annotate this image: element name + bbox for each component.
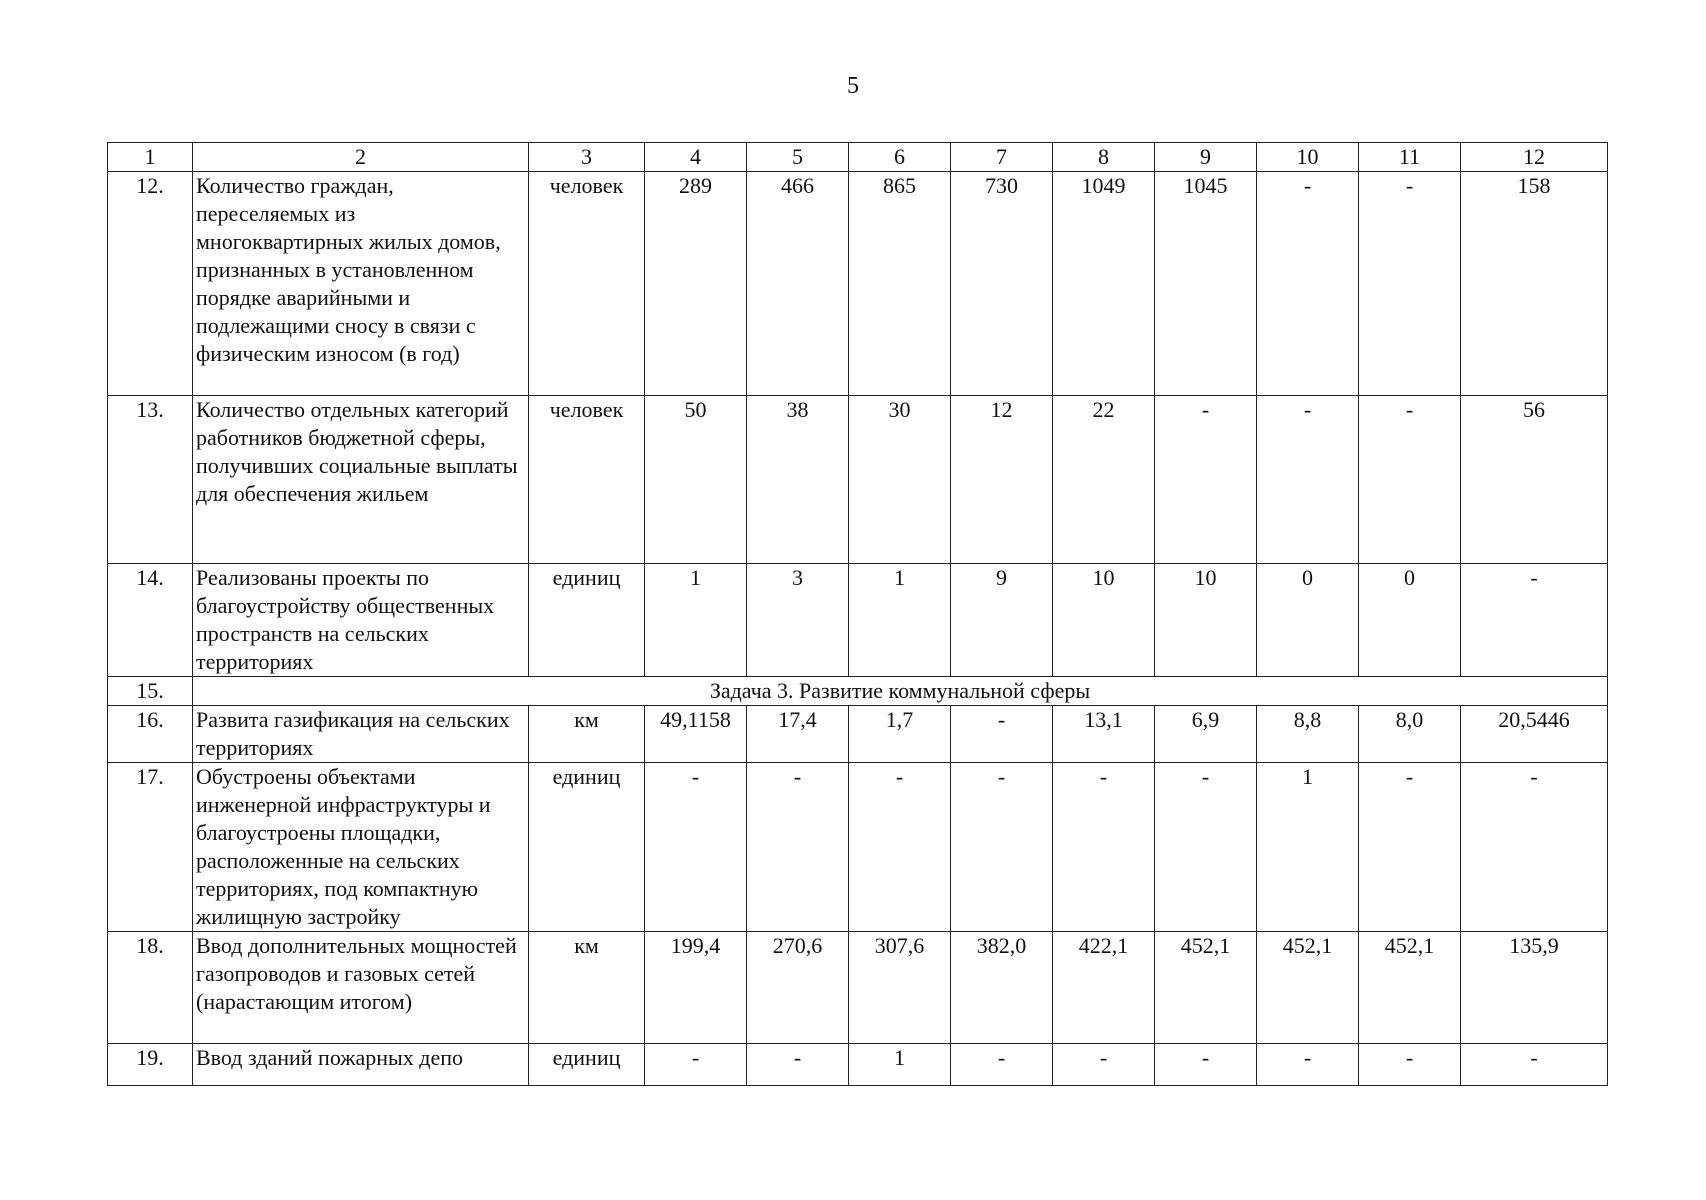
indicator-name-cell: Обустроены объектами инженерной инфраструктуры и благоустроены площадки, расположенные на сельских территориях, под компактную жилищную застройку xyxy=(193,763,529,932)
unit-cell: человек xyxy=(529,396,645,564)
value-cell: 22 xyxy=(1053,396,1155,564)
value-cell: 12 xyxy=(951,396,1053,564)
value-cell: 50 xyxy=(645,396,747,564)
value-cell: 1 xyxy=(1257,763,1359,932)
value-cell: - xyxy=(747,763,849,932)
value-cell: 1045 xyxy=(1155,172,1257,396)
value-cell: 865 xyxy=(849,172,951,396)
value-cell: - xyxy=(1257,172,1359,396)
column-header-6: 6 xyxy=(849,143,951,172)
column-header-9: 9 xyxy=(1155,143,1257,172)
row-number-cell: 18. xyxy=(108,932,193,1044)
column-header-11: 11 xyxy=(1359,143,1461,172)
value-cell: - xyxy=(1155,763,1257,932)
value-cell: 0 xyxy=(1359,564,1461,677)
value-cell: - xyxy=(1359,396,1461,564)
value-cell: 30 xyxy=(849,396,951,564)
value-cell: 422,1 xyxy=(1053,932,1155,1044)
value-cell: 1 xyxy=(849,564,951,677)
value-cell: - xyxy=(1461,763,1608,932)
unit-cell: км xyxy=(529,706,645,763)
value-cell: 135,9 xyxy=(1461,932,1608,1044)
row-number-cell: 16. xyxy=(108,706,193,763)
table-row xyxy=(108,564,1608,677)
value-cell: - xyxy=(747,1044,849,1086)
indicator-name-cell: Реализованы проекты по благоустройству общественных пространств на сельских территориях xyxy=(193,564,529,677)
column-header-3: 3 xyxy=(529,143,645,172)
row-number-cell: 12. xyxy=(108,172,193,396)
indicator-name-cell: Количество граждан, переселяемых из многоквартирных жилых домов, признанных в установленном порядке аварийными и подлежащими сносу в связи с физическим износом (в год) xyxy=(193,172,529,396)
page-number: 5 xyxy=(847,73,859,99)
value-cell: - xyxy=(1257,1044,1359,1086)
value-cell: - xyxy=(951,706,1053,763)
column-header-7: 7 xyxy=(951,143,1053,172)
section-heading-cell: Задача 3. Развитие коммунальной сферы xyxy=(193,677,1608,706)
value-cell: - xyxy=(1359,1044,1461,1086)
unit-cell: единиц xyxy=(529,1044,645,1086)
table-row xyxy=(108,1044,1608,1086)
value-cell: - xyxy=(1155,396,1257,564)
value-cell: - xyxy=(645,763,747,932)
value-cell: 9 xyxy=(951,564,1053,677)
value-cell: - xyxy=(849,763,951,932)
table-row xyxy=(108,677,1608,706)
value-cell: 382,0 xyxy=(951,932,1053,1044)
value-cell: - xyxy=(1257,396,1359,564)
column-header-4: 4 xyxy=(645,143,747,172)
value-cell: 1 xyxy=(849,1044,951,1086)
value-cell: 1,7 xyxy=(849,706,951,763)
row-number-cell: 13. xyxy=(108,396,193,564)
row-number-cell: 17. xyxy=(108,763,193,932)
column-header-2: 2 xyxy=(193,143,529,172)
value-cell: - xyxy=(1359,763,1461,932)
value-cell: - xyxy=(1359,172,1461,396)
indicator-name-cell: Ввод зданий пожарных депо xyxy=(193,1044,529,1086)
value-cell: 1049 xyxy=(1053,172,1155,396)
value-cell: 17,4 xyxy=(747,706,849,763)
value-cell: 466 xyxy=(747,172,849,396)
value-cell: 452,1 xyxy=(1359,932,1461,1044)
table-row xyxy=(108,706,1608,763)
table-row xyxy=(108,172,1608,396)
unit-cell: единиц xyxy=(529,564,645,677)
value-cell: 307,6 xyxy=(849,932,951,1044)
value-cell: 10 xyxy=(1155,564,1257,677)
value-cell: - xyxy=(645,1044,747,1086)
value-cell: 158 xyxy=(1461,172,1608,396)
value-cell: 3 xyxy=(747,564,849,677)
value-cell: - xyxy=(951,763,1053,932)
indicator-name-cell: Развита газификация на сельских территориях xyxy=(193,706,529,763)
table-body xyxy=(108,143,1608,1086)
column-header-10: 10 xyxy=(1257,143,1359,172)
column-header-12: 12 xyxy=(1461,143,1608,172)
value-cell: 38 xyxy=(747,396,849,564)
value-cell: 199,4 xyxy=(645,932,747,1044)
unit-cell: км xyxy=(529,932,645,1044)
row-number-cell: 14. xyxy=(108,564,193,677)
value-cell: 20,5446 xyxy=(1461,706,1608,763)
value-cell: 289 xyxy=(645,172,747,396)
table-row xyxy=(108,396,1608,564)
value-cell: - xyxy=(1053,763,1155,932)
value-cell: 49,1158 xyxy=(645,706,747,763)
value-cell: 56 xyxy=(1461,396,1608,564)
indicator-name-cell: Количество отдельных категорий работников бюджетной сферы, получивших социальные выплаты для обеспечения жильем xyxy=(193,396,529,564)
row-number-cell: 15. xyxy=(108,677,193,706)
indicators-table xyxy=(107,142,1608,1086)
value-cell: 8,0 xyxy=(1359,706,1461,763)
indicator-name-cell: Ввод дополнительных мощностей газопроводов и газовых сетей (нарастающим итогом) xyxy=(193,932,529,1044)
value-cell: 10 xyxy=(1053,564,1155,677)
column-header-8: 8 xyxy=(1053,143,1155,172)
value-cell: - xyxy=(1053,1044,1155,1086)
column-header-1: 1 xyxy=(108,143,193,172)
value-cell: 13,1 xyxy=(1053,706,1155,763)
value-cell: 0 xyxy=(1257,564,1359,677)
unit-cell: единиц xyxy=(529,763,645,932)
table-row xyxy=(108,763,1608,932)
column-header-5: 5 xyxy=(747,143,849,172)
value-cell: - xyxy=(951,1044,1053,1086)
value-cell: 270,6 xyxy=(747,932,849,1044)
column-number-header-row xyxy=(108,143,1608,172)
unit-cell: человек xyxy=(529,172,645,396)
value-cell: 8,8 xyxy=(1257,706,1359,763)
value-cell: - xyxy=(1461,1044,1608,1086)
value-cell: - xyxy=(1461,564,1608,677)
table-row xyxy=(108,932,1608,1044)
value-cell: 452,1 xyxy=(1257,932,1359,1044)
value-cell: - xyxy=(1155,1044,1257,1086)
value-cell: 1 xyxy=(645,564,747,677)
value-cell: 452,1 xyxy=(1155,932,1257,1044)
value-cell: 730 xyxy=(951,172,1053,396)
row-number-cell: 19. xyxy=(108,1044,193,1086)
value-cell: 6,9 xyxy=(1155,706,1257,763)
